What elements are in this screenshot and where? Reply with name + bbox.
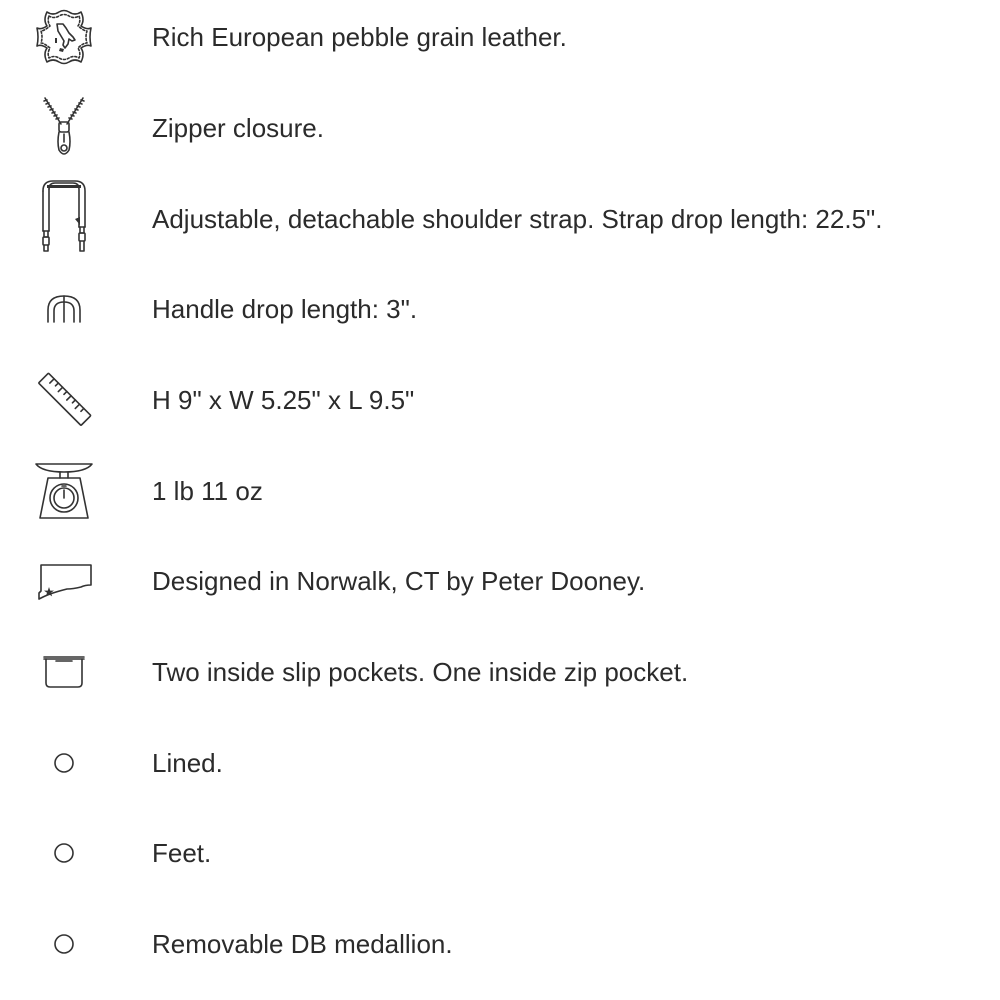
connecticut-map-icon <box>24 551 104 611</box>
handle-icon <box>24 279 104 339</box>
feature-item-medallion <box>0 914 1000 974</box>
feature-item-pockets <box>0 642 1000 702</box>
circle-bullet-icon <box>24 914 104 974</box>
circle-bullet-icon <box>24 823 104 883</box>
feature-text: Removable DB medallion. <box>152 929 453 959</box>
shoulder-strap-icon <box>24 189 104 249</box>
feature-item-weight <box>0 461 1000 521</box>
feature-item-lined <box>0 733 1000 793</box>
feature-text: Designed in Norwalk, CT by Peter Dooney. <box>152 566 646 596</box>
scale-icon <box>24 461 104 521</box>
feature-item-handle <box>0 279 1000 339</box>
feature-text: Lined. <box>152 748 223 778</box>
feature-text: Two inside slip pockets. One inside zip pocket. <box>152 657 689 687</box>
feature-text: H 9" x W 5.25" x L 9.5" <box>152 385 415 415</box>
feature-text: Rich European pebble grain leather. <box>152 22 567 52</box>
feature-item-designed <box>0 551 1000 611</box>
feature-item-leather <box>0 7 1000 67</box>
feature-item-feet <box>0 823 1000 883</box>
feature-text: 1 lb 11 oz <box>152 476 263 506</box>
feature-item-zipper <box>0 98 1000 158</box>
feature-item-strap <box>0 189 1000 249</box>
feature-text: Handle drop length: 3". <box>152 294 418 324</box>
feature-text: Adjustable, detachable shoulder strap. Strap drop length: 22.5". <box>152 204 883 234</box>
circle-bullet-icon <box>24 733 104 793</box>
zipper-icon <box>24 98 104 158</box>
feature-text: Zipper closure. <box>152 113 324 143</box>
feature-text: Feet. <box>152 838 212 868</box>
pocket-icon <box>24 642 104 702</box>
ruler-icon <box>24 370 104 430</box>
leather-hide-icon <box>24 7 104 67</box>
feature-item-ruler <box>0 370 1000 430</box>
